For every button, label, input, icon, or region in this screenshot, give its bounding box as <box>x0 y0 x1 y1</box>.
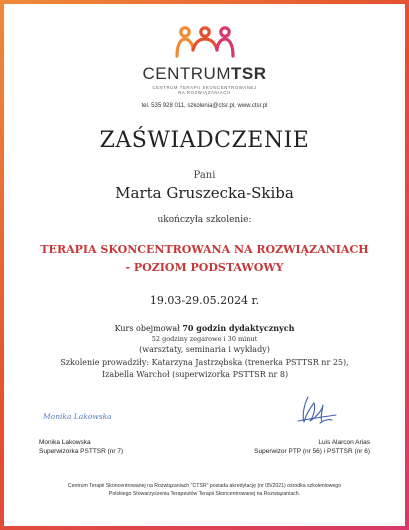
brand-subtitle: CENTRUM TERAPII SKONCENTROWANEJ NA ROZWIĄZANIACH <box>152 85 257 95</box>
certificate-sheet <box>4 4 405 526</box>
contact-info: tel. 535 928 011, szkolenia@ctsr.pl, www.ctsr.pl <box>141 103 268 109</box>
course-title-line1: TERAPIA SKONCENTROWANA NA ROZWIĄZANIACH <box>40 243 369 256</box>
course-forms: (warsztaty, seminaria i wykłady) <box>139 345 270 354</box>
signature-left-handwriting: Monika Lakowska <box>43 412 112 421</box>
recipient-name: Marta Gruszecka-Skiba <box>115 184 294 202</box>
course-title-line2: - POZIOM PODSTAWOWY <box>125 261 284 274</box>
course-hours: Kurs obejmował 70 godzin dydaktycznych <box>114 323 295 333</box>
signer-right <box>254 438 370 456</box>
course-dates: 19.03-29.05.2024 r. <box>149 294 260 307</box>
trainers-line2: Izabella Warchoł (superwizorka PSTTSR nr 8) <box>102 370 289 379</box>
three-people-logo-icon <box>172 26 238 60</box>
signer-left-name: Monika Lakowska <box>39 439 91 446</box>
brand-name: CENTRUMTSR <box>142 64 267 83</box>
accreditation-footer: Centrum Terapii Skoncentrowanej na Rozwiązaniach "CTSR" posiada akredytację (nr 05/2021) ośrodka szkoleniowego Polskiego Stowarzyszenia Terapeutów Terapii Skoncentrowanej na Rozwiązaniach. <box>67 483 342 497</box>
signer-left <box>39 438 123 456</box>
certificate-title: ZAŚWIADCZENIE <box>99 128 310 153</box>
signer-left-role: Superwizorka PSTTSR (nr 7) <box>39 448 124 455</box>
signer-right-name: Luis Alarcon Arias <box>318 439 370 446</box>
trainers-line1: Szkolenie prowadziły: Katarzyna Jastrzębska (trenerka PSTTSR nr 25), <box>60 358 349 367</box>
completed-text: ukończyła szkolenie: <box>157 215 252 225</box>
course-hours-detail: 52 godziny zegarowe i 30 minut <box>151 335 258 343</box>
salutation: Pani <box>193 170 216 181</box>
signature-right <box>296 393 338 429</box>
signature-left <box>42 408 112 424</box>
brand-logo <box>4 26 405 95</box>
signer-right-role: Superwizor PTP (nr 56) i PSTTSR (nr 6) <box>254 448 370 455</box>
